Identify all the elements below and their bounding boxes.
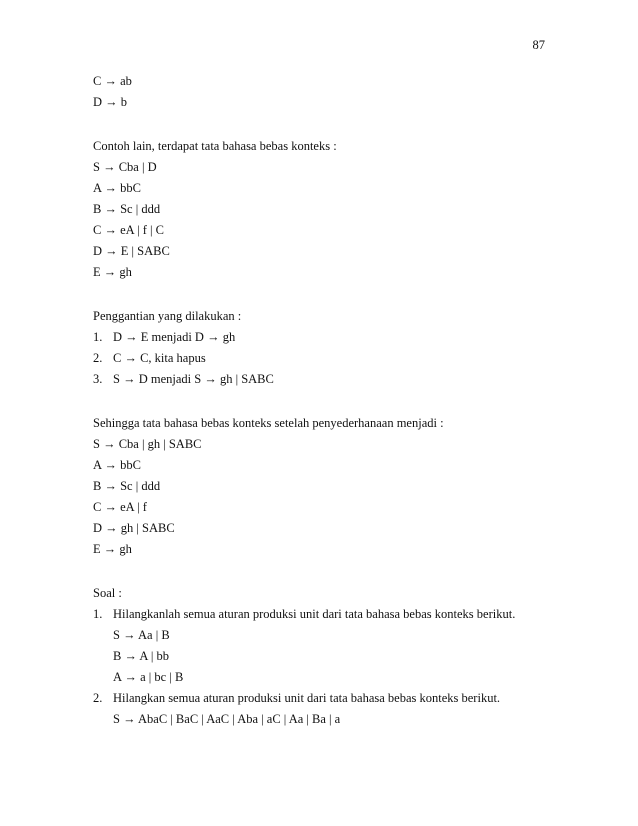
list-item: 1. D → E menjadi D → gh — [93, 330, 236, 344]
rule-line: S → Cba | gh | SABC — [93, 437, 202, 451]
rule-line: D → gh | SABC — [93, 521, 175, 535]
soal-title: Soal : — [93, 586, 122, 600]
content — [93, 71, 553, 730]
list-item: 2. C → C, kita hapus — [93, 351, 206, 365]
rule-line: A → bbC — [93, 181, 141, 195]
rule-line: C → eA | f — [93, 500, 147, 514]
rule-line: S → AbaC | BaC | AaC | Aba | aC | Aa | Ba | a — [113, 712, 341, 726]
list-item: 2. Hilangkan semua aturan produksi unit dari tata bahasa bebas konteks berikut. — [93, 691, 501, 705]
rule-line: C → eA | f | C — [93, 223, 164, 237]
rule-line: D → b — [93, 95, 128, 109]
result-title: Sehingga tata bahasa bebas konteks setelah penyederhanaan menjadi : — [93, 416, 444, 430]
rule-line: A → a | bc | B — [113, 670, 184, 684]
list-item: 1. Hilangkanlah semua aturan produksi unit dari tata bahasa bebas konteks berikut. — [93, 607, 516, 621]
rule-line: C → ab — [93, 74, 132, 88]
rule-line: S → Cba | D — [93, 160, 157, 174]
rule-line: E → gh — [93, 542, 132, 556]
rule-line: A → bbC — [93, 458, 141, 472]
rule-line: B → A | bb — [113, 649, 169, 663]
rule-line: B → Sc | ddd — [93, 479, 161, 493]
list-item: 3. S → D menjadi S → gh | SABC — [93, 372, 274, 386]
replace-title: Penggantian yang dilakukan : — [93, 309, 242, 323]
rule-line: S → Aa | B — [113, 628, 170, 642]
rule-line: B → Sc | ddd — [93, 202, 161, 216]
intro-text: Contoh lain, terdapat tata bahasa bebas konteks : — [93, 139, 337, 153]
rule-line: D → E | SABC — [93, 244, 170, 258]
page-number: 87 — [532, 38, 545, 52]
rule-line: E → gh — [93, 265, 132, 279]
